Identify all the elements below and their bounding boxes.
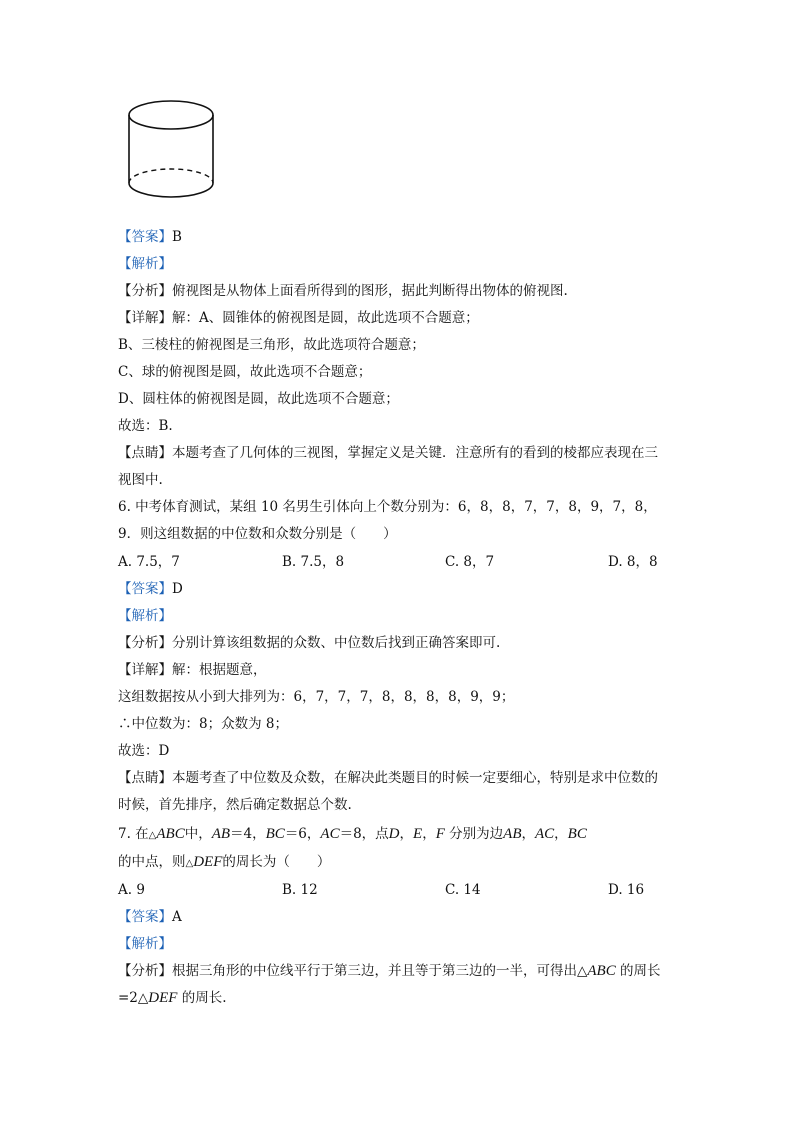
q7-option-d: D. 16 <box>608 882 645 898</box>
q7-answer: 【答案】A <box>118 909 182 925</box>
q6-option-a: A. 7.5，7 <box>118 554 180 570</box>
q6-stem-cont: 9．则这组数据的中位数和众数分别是（ ） <box>118 526 397 542</box>
q6-xiangjie: 【详解】解：根据题意， <box>118 662 267 678</box>
q5-dianjing: 【点睛】本题考查了几何体的三视图，掌握定义是关键．注意所有的看到的棱都应表现在三 <box>118 445 658 461</box>
q6-option-b: B. 7.5，8 <box>282 554 345 570</box>
q6-option-d: D. 8，8 <box>608 554 658 570</box>
q6-result: ∴中位数为：8；众数为 8； <box>118 716 288 732</box>
q7-fenxi: 【分析】根据三角形的中位线平行于第三边，并且等于第三边的一半，可得出△ABC 的周长 <box>118 963 661 979</box>
q5-dianjing-cont: 视图中. <box>118 472 163 488</box>
cylinder-figure <box>120 95 220 215</box>
q5-fenxi: 【分析】俯视图是从物体上面看所得到的图形，据此判断得出物体的俯视图. <box>118 283 568 299</box>
q7-analysis-tag: 【解析】 <box>118 936 172 952</box>
q6-answer: 【答案】D <box>118 581 183 597</box>
q6-analysis-tag: 【解析】 <box>118 608 172 624</box>
q5-line-c: C、球的俯视图是圆，故此选项不合题意； <box>118 364 372 380</box>
q7-option-a: A. 9 <box>118 882 145 898</box>
q5-xiangjie: 【详解】解：A、圆锥体的俯视图是圆，故此选项不合题意； <box>118 310 479 326</box>
q7-option-b: B. 12 <box>282 882 318 898</box>
q6-choice: 故选：D <box>118 743 170 759</box>
q6-dianjing-cont: 时候，首先排序，然后确定数据总个数. <box>118 797 352 813</box>
q7-stem-cont: 的中点，则△DEF的周长为（ ） <box>118 854 331 870</box>
q5-analysis-tag: 【解析】 <box>118 256 172 272</box>
q6-dianjing: 【点睛】本题考查了中位数及众数，在解决此类题目的时候一定要细心，特别是求中位数的 <box>118 770 658 786</box>
q5-line-b: B、三棱柱的俯视图是三角形，故此选项符合题意； <box>118 337 425 353</box>
q7-stem: 7. 在△ABC中，AB＝4，BC＝6，AC＝8，点D，E，F 分别为边AB，AC，BC <box>118 826 587 842</box>
q6-stem: 6. 中考体育测试，某组 10 名男生引体向上个数分别为：6，8，8，7，7，8，9，7，8， <box>118 499 657 515</box>
q6-option-c: C. 8，7 <box>445 554 495 570</box>
q7-fenxi-cont: =2△DEF 的周长. <box>118 990 227 1006</box>
q5-answer: 【答案】B <box>118 229 182 245</box>
q6-sorted: 这组数据按从小到大排列为：6，7，7，7，8，8，8，8，9，9； <box>118 689 515 705</box>
q7-option-c: C. 14 <box>445 882 481 898</box>
q5-line-d: D、圆柱体的俯视图是圆，故此选项不合题意； <box>118 391 399 407</box>
q6-fenxi: 【分析】分别计算该组数据的众数、中位数后找到正确答案即可. <box>118 635 501 651</box>
q5-choice: 故选：B. <box>118 418 173 434</box>
